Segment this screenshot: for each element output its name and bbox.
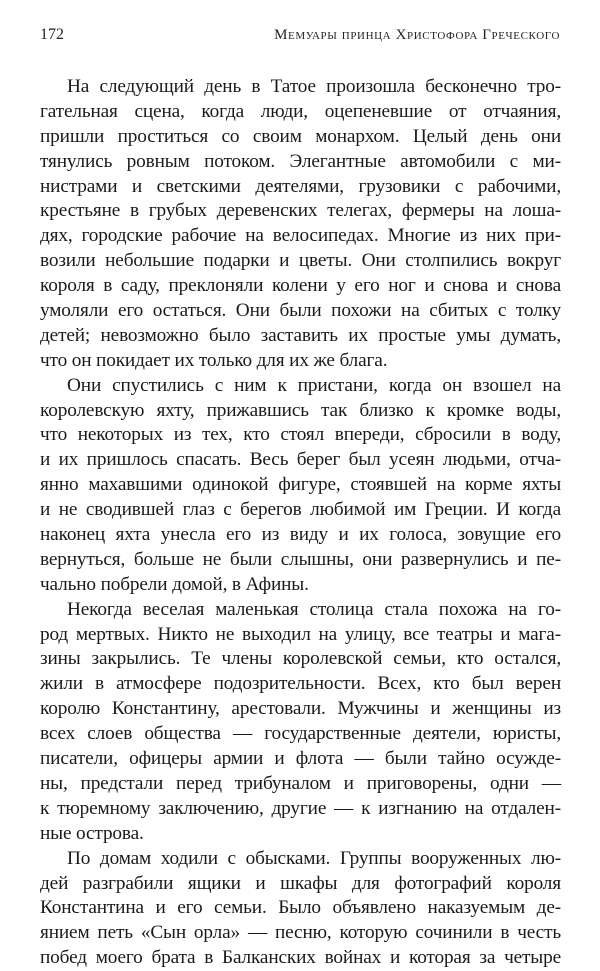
- text-line: нистрами и светскими деятелями, грузовики с рабочими,: [40, 175, 561, 197]
- text-line: возили небольшие подарки и цветы. Они столпились вокруг: [40, 250, 561, 272]
- text-line: королю Константину, арестовали. Мужчины и женщины из: [40, 698, 561, 720]
- text-line: к тюремному заключению, другие — к изгнанию на отдален-: [40, 797, 561, 819]
- text-line: детей; невозможно было заставить их простые умы думать,: [40, 324, 561, 346]
- text-line: гательная сцена, когда люди, оцепеневшие от отчаяния,: [40, 100, 561, 122]
- paragraph: [40, 847, 561, 971]
- text-line: ны, предстали перед трибуналом и приговорены, одни —: [40, 772, 561, 794]
- text-line: По домам ходили с обысками. Группы вооруженных лю-: [67, 847, 561, 869]
- text-line: что некоторых из тех, кто стоял впереди, сбросили в воду,: [40, 424, 561, 446]
- text-line: королевскую яхту, прижавшись так близко к кромке воды,: [40, 399, 561, 421]
- text-line: писатели, офицеры армии и флота — были тайно осужде-: [40, 748, 561, 770]
- text-line: всех слоев общества — государственные деятели, юристы,: [40, 723, 561, 745]
- text-line: пришли проститься со своим монархом. Целый день они: [40, 125, 561, 147]
- text-line: янно махавшими одинокой фигуре, стоявшей на корме яхты: [40, 474, 561, 496]
- text-line: зины закрылись. Те члены королевской семьи, кто остался,: [40, 648, 561, 670]
- text-line: дях, городские рабочие на велосипедах. Многие из них при-: [40, 225, 561, 247]
- text-line: янием петь «Сын орла» — песню, которую сочинили в честь: [40, 922, 561, 944]
- running-head: [40, 26, 560, 50]
- text-line: и не сводившей глаз с берегов любимой им Греции. И когда: [40, 499, 561, 521]
- text-line: побед моего брата в Балканских войнах и которая за четыре: [40, 947, 561, 969]
- text-line: наконец яхта унесла его из виду и их голоса, зовущие его: [40, 524, 561, 546]
- text-line: что он покидает их только для их же блага.: [40, 349, 388, 371]
- text-line: умоляли его остаться. Они были похожи на сбитых с толку: [40, 300, 561, 322]
- text-line: короля в саду, преклоняли колени у его ног и снова и снова: [40, 275, 561, 297]
- page-number: 172: [40, 26, 64, 43]
- text-line: и их пришлось спасать. Весь берег был усеян людьми, отча-: [40, 449, 561, 471]
- body-text: [40, 75, 561, 971]
- text-line: Некогда веселая маленькая столица стала похожа на го-: [67, 598, 561, 620]
- text-line: Они спустились с ним к пристани, когда он взошел на: [67, 374, 561, 396]
- text-line: крестьяне в грубых деревенских телегах, фермеры на лоша-: [40, 200, 561, 222]
- running-title: Мемуары принца Христофора Греческого: [274, 27, 560, 43]
- text-line: вернуться, больше не были слышны, они развернулись и пе-: [40, 548, 561, 570]
- text-line: ные острова.: [40, 822, 144, 844]
- text-line: Константина и его семьи. Было объявлено наказуемым де-: [40, 897, 561, 919]
- text-line: дей разграбили ящики и шкафы для фотографий короля: [40, 872, 561, 894]
- text-line: чально побрели домой, в Афины.: [40, 573, 309, 595]
- paragraph: [40, 598, 561, 847]
- text-line: жили в атмосфере подозрительности. Всех, кто был верен: [40, 673, 561, 695]
- text-line: На следующий день в Татое произошла бесконечно тро-: [67, 76, 561, 97]
- text-line: тянулись ровным потоком. Элегантные автомобили с ми-: [40, 150, 561, 172]
- paragraph: [40, 374, 561, 598]
- text-line: род мертвых. Никто не выходил на улицу, все театры и мага-: [40, 623, 561, 645]
- paragraph: [40, 75, 561, 374]
